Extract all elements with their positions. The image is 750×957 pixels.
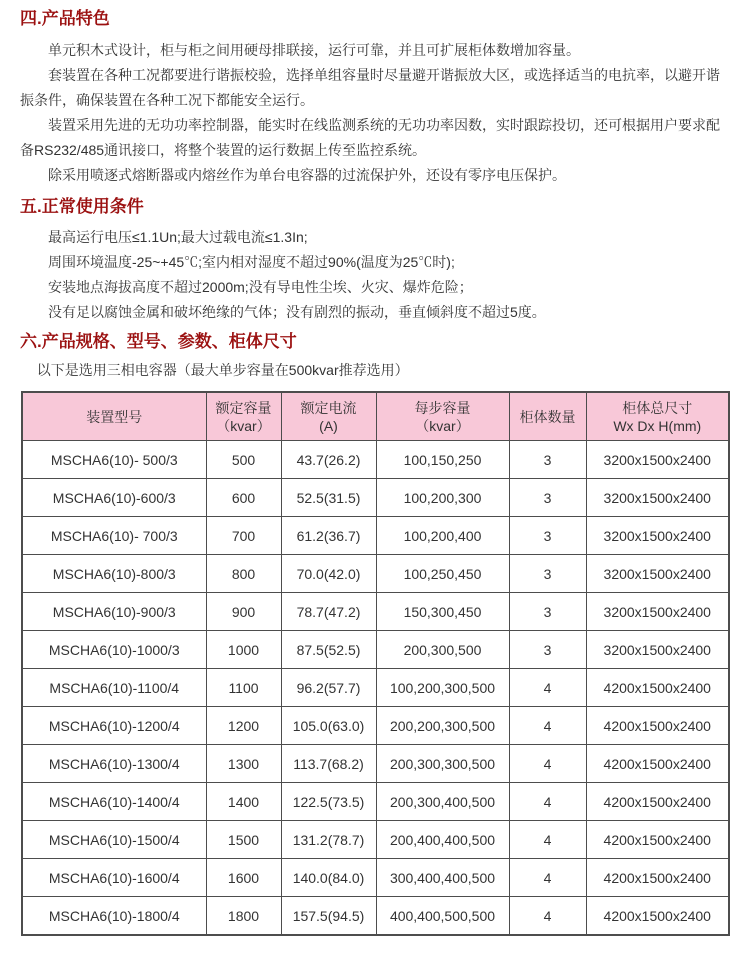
table-row — [22, 897, 729, 936]
table-cell: 1500 — [206, 821, 281, 859]
table-cell: 4 — [509, 783, 586, 821]
column-header — [22, 392, 206, 441]
table-cell: 1600 — [206, 859, 281, 897]
column-header-line: 柜体数量 — [519, 408, 576, 425]
table-cell: 122.5(73.5) — [281, 783, 376, 821]
paragraph: 没有足以腐蚀金属和破坏绝缘的气体；没有剧烈的振动，垂直倾斜度不超过5度。 — [48, 304, 546, 320]
section-heading-conditions: 五.正常使用条件 — [20, 197, 144, 216]
column-header-line: (A) — [319, 417, 338, 434]
table-cell: 200,300,400,500 — [376, 783, 509, 821]
table-cell: 3 — [509, 555, 586, 593]
column-header — [376, 392, 509, 441]
table-cell: 4200x1500x2400 — [586, 897, 729, 936]
table-row — [22, 479, 729, 517]
table-cell: MSCHA6(10)-1400/4 — [22, 783, 206, 821]
table-cell: MSCHA6(10)-800/3 — [22, 555, 206, 593]
table-cell: 4 — [509, 859, 586, 897]
table-row — [22, 441, 729, 479]
table-cell: 105.0(63.0) — [281, 707, 376, 745]
table-cell: 800 — [206, 555, 281, 593]
section-heading-features: 四.产品特色 — [20, 9, 110, 28]
table-header-row — [22, 392, 729, 441]
table-cell: 150,300,450 — [376, 593, 509, 631]
table-cell: 700 — [206, 517, 281, 555]
table-row — [22, 707, 729, 745]
table-row — [22, 783, 729, 821]
column-header — [509, 392, 586, 441]
table-cell: 157.5(94.5) — [281, 897, 376, 936]
table-row — [22, 669, 729, 707]
table-cell: 3200x1500x2400 — [586, 631, 729, 669]
table-cell: 61.2(36.7) — [281, 517, 376, 555]
table-cell: 3 — [509, 631, 586, 669]
table-row — [22, 821, 729, 859]
table-cell: 3 — [509, 441, 586, 479]
section-specs — [20, 331, 730, 936]
table-row — [22, 631, 729, 669]
table-cell: MSCHA6(10)- 500/3 — [22, 441, 206, 479]
table-cell: 1100 — [206, 669, 281, 707]
spec-table-body — [22, 441, 729, 936]
column-header-line: 柜体总尺寸 — [622, 399, 693, 416]
table-cell: MSCHA6(10)-1600/4 — [22, 859, 206, 897]
table-cell: 3200x1500x2400 — [586, 517, 729, 555]
table-cell: 200,300,500 — [376, 631, 509, 669]
table-cell: MSCHA6(10)-600/3 — [22, 479, 206, 517]
table-cell: 4200x1500x2400 — [586, 669, 729, 707]
table-cell: 200,200,300,500 — [376, 707, 509, 745]
table-cell: MSCHA6(10)-1000/3 — [22, 631, 206, 669]
table-cell: 4 — [509, 745, 586, 783]
table-cell: 300,400,400,500 — [376, 859, 509, 897]
table-cell: 4200x1500x2400 — [586, 707, 729, 745]
table-cell: 3200x1500x2400 — [586, 555, 729, 593]
column-header-line: 额定电流 — [300, 399, 357, 416]
table-cell: 140.0(84.0) — [281, 859, 376, 897]
table-cell: 4200x1500x2400 — [586, 859, 729, 897]
table-cell: 78.7(47.2) — [281, 593, 376, 631]
table-cell: 4 — [509, 707, 586, 745]
paragraph: 最高运行电压≤1.1Un;最大过载电流≤1.3In; — [48, 229, 308, 245]
table-cell: MSCHA6(10)-1100/4 — [22, 669, 206, 707]
section-features — [20, 8, 730, 188]
table-cell: 4 — [509, 897, 586, 936]
table-cell: 1000 — [206, 631, 281, 669]
table-cell: MSCHA6(10)-1800/4 — [22, 897, 206, 936]
table-cell: 4 — [509, 821, 586, 859]
table-cell: 131.2(78.7) — [281, 821, 376, 859]
column-header-line: 每步容量 — [414, 399, 471, 416]
column-header — [206, 392, 281, 441]
table-row — [22, 517, 729, 555]
table-row — [22, 745, 729, 783]
table-cell: 70.0(42.0) — [281, 555, 376, 593]
table-row — [22, 593, 729, 631]
table-cell: 4 — [509, 669, 586, 707]
section-heading-specs: 六.产品规格、型号、参数、柜体尺寸 — [20, 332, 297, 351]
specs-intro: 以下是选用三相电容器（最大单步容量在500kvar推荐选用） — [36, 362, 409, 378]
table-cell: 500 — [206, 441, 281, 479]
table-cell: 1300 — [206, 745, 281, 783]
table-cell: MSCHA6(10)-900/3 — [22, 593, 206, 631]
spec-table — [21, 391, 730, 936]
paragraph: 除采用喷逐式熔断器或内熔丝作为单台电容器的过流保护外，还设有零序电压保护。 — [48, 167, 566, 183]
table-cell: 900 — [206, 593, 281, 631]
table-cell: MSCHA6(10)-1500/4 — [22, 821, 206, 859]
table-cell: 1200 — [206, 707, 281, 745]
table-cell: 96.2(57.7) — [281, 669, 376, 707]
paragraph: 单元积木式设计，柜与柜之间用硬母排联接，运行可靠，并且可扩展柜体数增加容量。 — [48, 42, 580, 58]
table-cell: MSCHA6(10)-1200/4 — [22, 707, 206, 745]
paragraph: 周围环境温度-25~+45℃;室内相对湿度不超过90%(温度为25℃时); — [48, 254, 455, 270]
table-cell: 4200x1500x2400 — [586, 745, 729, 783]
table-cell: 3200x1500x2400 — [586, 441, 729, 479]
table-cell: 4200x1500x2400 — [586, 783, 729, 821]
table-cell: 113.7(68.2) — [281, 745, 376, 783]
table-cell: 100,150,250 — [376, 441, 509, 479]
table-cell: MSCHA6(10)-1300/4 — [22, 745, 206, 783]
table-cell: 3200x1500x2400 — [586, 593, 729, 631]
table-row — [22, 555, 729, 593]
table-cell: 3200x1500x2400 — [586, 479, 729, 517]
paragraph: 安装地点海拔高度不超过2000m;没有导电性尘埃、火灾、爆炸危险； — [48, 279, 473, 295]
table-cell: 400,400,500,500 — [376, 897, 509, 936]
table-cell: 100,250,450 — [376, 555, 509, 593]
table-cell: MSCHA6(10)- 700/3 — [22, 517, 206, 555]
column-header — [586, 392, 729, 441]
column-header-line: 额定容量 — [215, 399, 272, 416]
paragraph: 装置采用先进的无功功率控制器，能实时在线监测系统的无功功率因数，实时跟踪投切，还可根据用户要求配备RS232/485通讯接口，将整个装置的运行数据上传至监控系统。 — [20, 117, 720, 158]
column-header-line: Wx Dx H(mm) — [613, 417, 702, 434]
table-cell: 87.5(52.5) — [281, 631, 376, 669]
column-header-line: （kvar） — [415, 417, 470, 434]
section-conditions — [20, 196, 730, 325]
table-cell: 1800 — [206, 897, 281, 936]
table-row — [22, 859, 729, 897]
table-cell: 3 — [509, 593, 586, 631]
table-cell: 43.7(26.2) — [281, 441, 376, 479]
table-cell: 100,200,400 — [376, 517, 509, 555]
column-header-line: 装置型号 — [86, 408, 143, 425]
table-cell: 1400 — [206, 783, 281, 821]
table-cell: 52.5(31.5) — [281, 479, 376, 517]
table-cell: 600 — [206, 479, 281, 517]
table-cell: 3 — [509, 479, 586, 517]
column-header — [281, 392, 376, 441]
column-header-line: （kvar） — [216, 417, 271, 434]
table-cell: 3 — [509, 517, 586, 555]
table-cell: 4200x1500x2400 — [586, 821, 729, 859]
table-cell: 200,400,400,500 — [376, 821, 509, 859]
conditions-lines — [20, 225, 730, 325]
table-cell: 200,300,300,500 — [376, 745, 509, 783]
table-cell: 100,200,300 — [376, 479, 509, 517]
features-paragraphs — [20, 38, 730, 188]
paragraph: 套装置在各种工况都要进行谐振校验，选择单组容量时尽量避开谐振放大区，或选择适当的电抗率，以避开谐振条件，确保装置在各种工况下都能安全运行。 — [20, 67, 720, 108]
table-cell: 100,200,300,500 — [376, 669, 509, 707]
